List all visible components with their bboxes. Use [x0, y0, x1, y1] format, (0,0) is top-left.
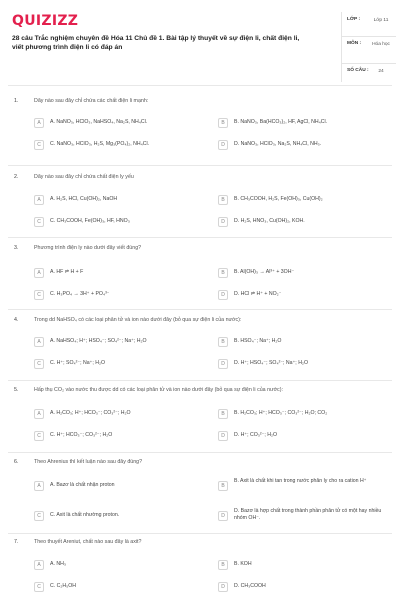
option-text: A. NaNO₃, HClO₃, NaHSO₄, Na₂S, NH₄Cl.: [50, 119, 148, 125]
option-letter-box: B: [218, 409, 228, 419]
header-divider: [8, 85, 392, 86]
question-text: Trong dd NaHSO₄ có các loại phân tử và ion nào dưới đây (bỏ qua sự điện li của nước):: [34, 317, 242, 323]
question-number: 6.: [14, 459, 19, 465]
answer-option-d[interactable]: [218, 359, 388, 373]
meta-value-subject: Hóa học: [372, 42, 390, 47]
option-text: B. Axit là chất khi tan trong nước phân ly cho ra cation H⁺: [234, 478, 367, 484]
option-letter-box: D: [218, 431, 228, 441]
quiz-page: [8, 6, 392, 596]
answer-option-d[interactable]: [218, 290, 388, 304]
option-text: B. Al(OH)₃ → Al³⁺ + 3OH⁻: [234, 269, 295, 275]
answer-option-c[interactable]: [34, 359, 204, 373]
option-letter-box: A: [34, 195, 44, 205]
option-letter-box: D: [218, 217, 228, 227]
answer-option-a[interactable]: [34, 118, 204, 132]
option-text: A. H₂CO₃; H⁺; HCO₃⁻; CO₃²⁻; H₂O: [50, 410, 131, 416]
option-letter-box: D: [218, 511, 228, 521]
answer-option-b[interactable]: [218, 337, 388, 351]
option-text: D. CH₃COOH: [234, 583, 266, 589]
question-text: Hấp thụ CO₂ vào nước thu được dd có các loại phân tử và ion nào dưới đây (bỏ qua sự điện li của nước):: [34, 387, 283, 393]
option-text: C. CH₃COOH, Fe(OH)₃, HF, HNO₃: [50, 218, 130, 224]
option-letter-box: C: [34, 359, 44, 369]
option-text: A. H₂S, HCl, Cu(OH)₂, NaOH: [50, 196, 118, 202]
answer-option-d[interactable]: [218, 507, 388, 525]
option-letter-box: C: [34, 290, 44, 300]
option-letter-box: C: [34, 511, 44, 521]
option-text: A. NH₃: [50, 561, 66, 567]
quizizz-logo: QUIZIZZ: [12, 13, 79, 29]
meta-value-count: 24: [378, 69, 384, 74]
meta-value-class: Lớp 11: [373, 18, 389, 23]
option-letter-box: B: [218, 268, 228, 278]
option-letter-box: C: [34, 140, 44, 150]
question-number: 4.: [14, 317, 19, 323]
meta-label-class: LỚP :: [347, 17, 361, 22]
answer-option-d[interactable]: [218, 217, 388, 231]
meta-divider: [342, 63, 396, 64]
question-text: Theo thuyết Areniut, chất nào sau đây là axit?: [34, 539, 142, 545]
answer-option-b[interactable]: [218, 195, 388, 209]
option-text: B. NaNO₃, Ba(HCO₃)₂, HF, AgCl, NH₄Cl.: [234, 119, 328, 125]
question-number: 5.: [14, 387, 19, 393]
option-text: C. H⁺; HCO₃⁻; CO₃²⁻; H₂O: [50, 432, 113, 438]
option-letter-box: B: [218, 337, 228, 347]
answer-option-a[interactable]: [34, 195, 204, 209]
option-letter-box: A: [34, 337, 44, 347]
option-letter-box: A: [34, 268, 44, 278]
option-letter-box: D: [218, 359, 228, 369]
option-text: A. NaHSO₄; H⁺; HSO₄⁻; SO₄²⁻; Na⁺; H₂O: [50, 338, 147, 344]
option-letter-box: C: [34, 582, 44, 592]
option-text: D. H⁺; CO₃²⁻; H₂O: [234, 432, 278, 438]
answer-option-b[interactable]: [218, 118, 388, 132]
option-letter-box: A: [34, 409, 44, 419]
answer-option-c[interactable]: [34, 511, 204, 525]
option-letter-box: C: [34, 431, 44, 441]
option-text: D. NaNO₃, HClO₃, Na₂S, NH₄Cl, NH₃.: [234, 141, 322, 147]
option-letter-box: A: [34, 481, 44, 491]
option-text: D. H₂S, HNO₃, Cu(OH)₂, KOH.: [234, 218, 305, 224]
question-number: 1.: [14, 98, 19, 104]
answer-option-a[interactable]: [34, 268, 204, 282]
answer-option-c[interactable]: [34, 217, 204, 231]
option-letter-box: B: [218, 481, 228, 491]
option-text: A. Bazơ là chất nhận proton: [50, 482, 115, 488]
option-letter-box: D: [218, 140, 228, 150]
answer-option-a[interactable]: [34, 337, 204, 351]
option-text: D. H⁺; HSO₄⁻; SO₄²⁻; Na⁺; H₂O: [234, 360, 308, 366]
option-text: C. H⁺; SO₄²⁻; Na⁺; H₂O: [50, 360, 106, 366]
option-text: A. HF ⇌ H + F: [50, 269, 84, 275]
meta-label-count: SỐ CÂU :: [347, 68, 369, 73]
option-text: D. Bazơ là hợp chất trong thành phần phân tử có một hay nhiều nhóm OH⁻.: [234, 508, 382, 521]
option-letter-box: B: [218, 195, 228, 205]
quiz-meta: [341, 12, 395, 82]
answer-option-d[interactable]: [218, 431, 388, 445]
option-text: D. HCl ⇌ H⁺ + NO₂⁻: [234, 291, 282, 297]
question-divider: [8, 309, 392, 310]
question-text: Dãy nào sau đây chỉ chứa các chất điện li mạnh:: [34, 98, 149, 104]
option-text: B. H₂CO₃; H⁺; HCO₃⁻; CO₃²⁻; H₂O; CO₂: [234, 410, 328, 416]
question-text: Dãy nào sau đây chỉ chứa chất điện ly yếu: [34, 174, 134, 180]
answer-option-c[interactable]: [34, 582, 204, 596]
question-text: Theo Ahrenius thì kết luận nào sau đây đúng?: [34, 459, 143, 465]
option-letter-box: A: [34, 560, 44, 570]
answer-option-c[interactable]: [34, 431, 204, 445]
answer-option-a[interactable]: [34, 409, 204, 423]
option-letter-box: B: [218, 118, 228, 128]
question-number: 7.: [14, 539, 19, 545]
option-text: C. C₂H₅OH: [50, 583, 77, 589]
option-text: B. CH₃COOH, H₂S, Fe(OH)₃, Cu(OH)₂: [234, 196, 323, 202]
answer-option-b[interactable]: [218, 560, 388, 574]
question-number: 2.: [14, 174, 19, 180]
option-letter-box: D: [218, 290, 228, 300]
question-divider: [8, 237, 392, 238]
answer-option-c[interactable]: [34, 290, 204, 304]
question-divider: [8, 165, 392, 166]
option-text: B. KOH: [234, 561, 252, 567]
question-text: Phương trình điện ly nào dưới đây viết đúng?: [34, 245, 142, 251]
option-letter-box: D: [218, 582, 228, 592]
answer-option-d[interactable]: [218, 140, 388, 154]
option-text: C. H₃PO₄ → 3H⁺ + PO₄³⁻: [50, 291, 110, 297]
option-letter-box: C: [34, 217, 44, 227]
option-letter-box: B: [218, 560, 228, 570]
meta-divider: [342, 36, 396, 37]
question-divider: [8, 452, 392, 453]
option-text: C. NaNO₃, HClO₃, H₂S, Mg₃(PO₄)₂, NH₄Cl.: [50, 141, 150, 147]
answer-option-d[interactable]: [218, 582, 388, 596]
question-divider: [8, 380, 392, 381]
question-divider: [8, 533, 392, 534]
answer-option-a[interactable]: [34, 481, 204, 495]
question-number: 3.: [14, 245, 19, 251]
option-text: B. HSO₄⁻; Na⁺; H₂O: [234, 338, 282, 344]
answer-option-c[interactable]: [34, 140, 204, 154]
answer-option-b[interactable]: [218, 477, 388, 495]
option-text: C. Axit là chất nhường proton.: [50, 512, 120, 518]
answer-option-b[interactable]: [218, 409, 388, 423]
answer-option-b[interactable]: [218, 268, 388, 282]
option-letter-box: A: [34, 118, 44, 128]
answer-option-a[interactable]: [34, 560, 204, 574]
quiz-title: 28 câu Trắc nghiệm chuyên đề Hóa 11 Chủ đề 1. Bài tập lý thuyết về sự điện li, chất điện li, viết phương trình điện li có đáp án: [12, 35, 300, 51]
meta-label-subject: MÔN :: [347, 41, 362, 46]
